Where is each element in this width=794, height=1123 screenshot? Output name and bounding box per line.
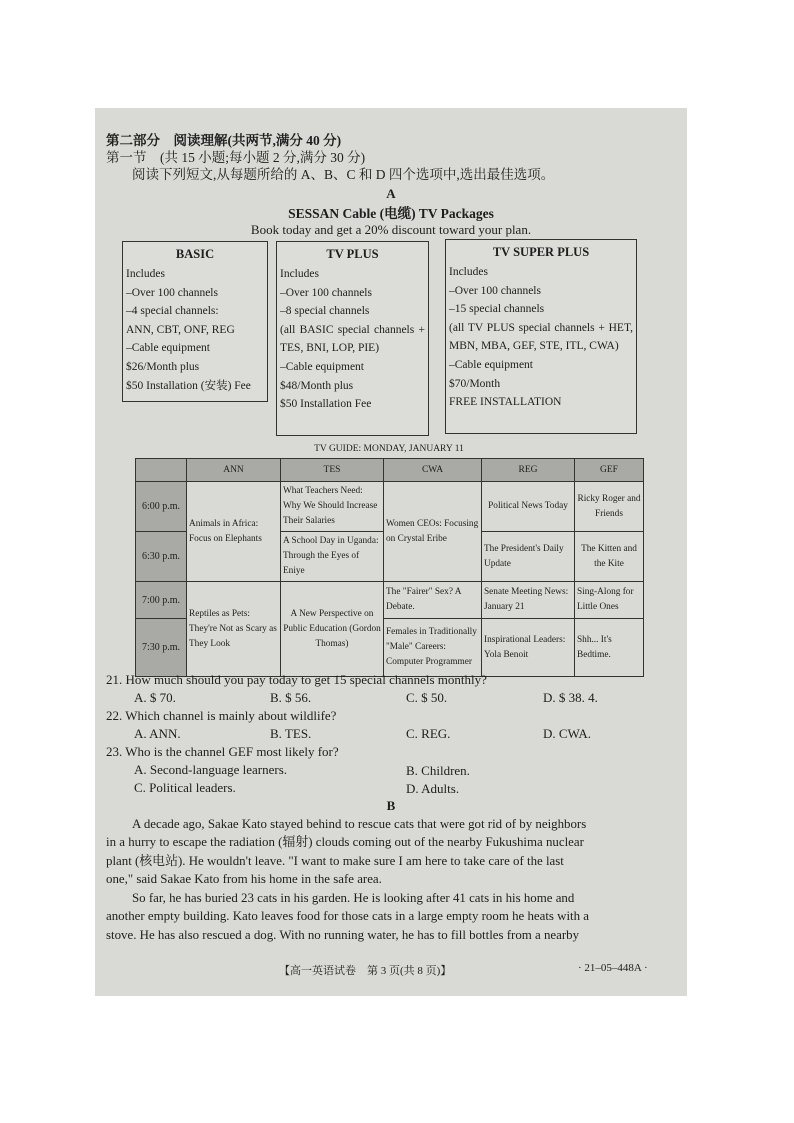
time-cell: 6:30 p.m. [136, 532, 187, 582]
question-23-option-d[interactable]: D. Adults. [406, 781, 460, 796]
channel-header: CWA [384, 459, 482, 482]
package-name: BASIC [175, 247, 215, 261]
program-cell: What Teachers Need: Why We Should Increase Their Salaries [281, 482, 384, 532]
question-21-option-a[interactable]: A. $ 70. [134, 690, 176, 705]
package-line: Includes [126, 268, 165, 280]
package-line: $50 Installation Fee [280, 398, 372, 411]
package-line: (all TV PLUS special channels + HET, MBN, MBA, GEF, STE, ITL, CWA) [449, 321, 633, 353]
program-cell: Inspirational Leaders: Yola Benoit [482, 619, 575, 677]
text-line: another empty building. Kato leaves food for those cats in a large empty room he heats with a [106, 909, 590, 924]
channel-header: GEF [575, 459, 644, 482]
section-heading: 第二部分 阅读理解(共两节,满分 40 分) [106, 133, 342, 148]
question-23-option-c[interactable]: C. Political leaders. [134, 780, 236, 795]
question-22-option-a[interactable]: A. ANN. [134, 726, 181, 741]
package-line: –4 special channels: [126, 305, 219, 318]
package-line: –Cable equipment [126, 342, 210, 355]
package-name: TV SUPER PLUS [492, 245, 590, 259]
question-23-stem: 23. Who is the channel GEF most likely for? [106, 744, 339, 759]
program-cell: Women CEOs: Focusing on Crystal Eribe [384, 482, 482, 582]
program-cell: A School Day in Uganda: Through the Eyes of Eniye [281, 532, 384, 582]
package-line: –Over 100 channels [449, 284, 541, 297]
question-21-stem: 21. How much should you pay today to get 15 special channels monthly? [106, 672, 487, 687]
package-line: Includes [280, 268, 319, 280]
program-cell: Political News Today [482, 482, 575, 532]
text-line: plant (核电站). He wouldn't leave. "I want to make sure I am here to take care of the last [106, 853, 564, 868]
program-cell: Senate Meeting News: January 21 [482, 582, 575, 619]
package-line: –Cable equipment [280, 360, 364, 373]
package-line: $50 Installation (安装) Fee [126, 379, 251, 392]
package-line: $48/Month plus [280, 379, 354, 392]
channel-header: ANN [187, 459, 281, 482]
time-cell: 7:00 p.m. [136, 582, 187, 619]
table-row [136, 482, 644, 532]
package-basic [122, 241, 268, 402]
program-cell: Females in Traditionally "Male" Careers: Computer Programmer [384, 619, 482, 677]
program-cell: Ricky Roger and Friends [575, 482, 644, 532]
package-line: $26/Month plus [126, 360, 200, 373]
question-21-option-b[interactable]: B. $ 56. [270, 690, 312, 705]
program-cell: Reptiles as Pets: They're Not as Scary as They Look [187, 582, 281, 677]
question-22-option-d[interactable]: D. CWA. [543, 726, 592, 741]
question-21-option-d[interactable]: D. $ 38. 4. [543, 690, 598, 705]
footer-page-info: 【高一英语试卷 第 3 页(共 8 页)】 [279, 965, 452, 977]
text-line: stove. He has also rescued a dog. With no running water, he has to fill bottles from a nearby [106, 927, 580, 942]
passage-a-subtitle: Book today and get a 20% discount toward your plan. [250, 222, 532, 237]
package-line: (all BASIC special channels + TES, BNI, LOP, PIE) [280, 323, 425, 355]
question-22-stem: 22. Which channel is mainly about wildlife? [106, 708, 337, 723]
text-line: A decade ago, Sakae Kato stayed behind to rescue cats that were got rid of by neighbors [132, 817, 587, 831]
question-23-option-b[interactable]: B. Children. [406, 763, 470, 778]
table-row [136, 582, 644, 619]
channel-header: TES [281, 459, 384, 482]
package-tv-super-plus [445, 239, 637, 434]
program-cell: A New Perspective on Public Education (Gordon Thomas) [281, 582, 384, 677]
channel-header: REG [482, 459, 575, 482]
package-line: –Over 100 channels [126, 286, 218, 299]
program-cell: The Kitten and the Kite [575, 532, 644, 582]
question-23-option-a[interactable]: A. Second-language learners. [134, 762, 288, 777]
subsection-heading: 第一节 (共 15 小题;每小题 2 分,满分 30 分) [106, 150, 366, 165]
time-cell: 7:30 p.m. [136, 619, 187, 677]
package-line: ANN, CBT, ONF, REG [126, 323, 235, 336]
package-line: $70/Month [449, 377, 501, 390]
program-cell: Animals in Africa: Focus on Elephants [187, 482, 281, 582]
passage-b-paragraph-2 [106, 889, 659, 944]
package-tv-plus [276, 241, 429, 436]
passage-a-title: SESSAN Cable (电缆) TV Packages [288, 206, 494, 221]
program-cell: Sing-Along for Little Ones [575, 582, 644, 619]
package-line: –Cable equipment [449, 358, 533, 371]
text-line: So far, he has buried 23 cats in his garden. He is looking after 41 cats in his home and [132, 891, 575, 905]
program-cell: The President's Daily Update [482, 532, 575, 582]
question-22-option-b[interactable]: B. TES. [270, 726, 312, 741]
exam-page [95, 108, 687, 996]
program-cell: Shh... It's Bedtime. [575, 619, 644, 677]
instruction-text: 阅读下列短文,从每题所给的 A、B、C 和 D 四个选项中,选出最佳选项。 [132, 167, 555, 182]
package-line: –15 special channels [449, 303, 545, 316]
package-line: Includes [449, 266, 488, 278]
question-21-option-c[interactable]: C. $ 50. [406, 690, 448, 705]
program-cell: The "Fairer" Sex? A Debate. [384, 582, 482, 619]
table-header-row [136, 459, 644, 482]
footer-code: · 21–05–448A · [578, 962, 648, 974]
text-line: one," said Sakae Kato from his home in the safe area. [106, 872, 382, 887]
tv-guide-caption: TV GUIDE: MONDAY, JANUARY 11 [314, 444, 464, 454]
package-name: TV PLUS [326, 247, 379, 261]
package-line: –Over 100 channels [280, 286, 372, 299]
time-cell: 6:00 p.m. [136, 482, 187, 532]
package-line: FREE INSTALLATION [449, 396, 562, 409]
tv-guide-table [135, 458, 644, 677]
passage-letter-b: B [386, 798, 396, 813]
corner-cell [136, 459, 187, 482]
question-22-option-c[interactable]: C. REG. [406, 726, 451, 741]
package-line: –8 special channels [280, 305, 370, 318]
passage-letter-a: A [386, 186, 396, 201]
passage-b-paragraph-1 [106, 815, 659, 889]
text-line: in a hurry to escape the radiation (辐射) clouds coming out of the nearby Fukushima nuclear [106, 835, 584, 850]
